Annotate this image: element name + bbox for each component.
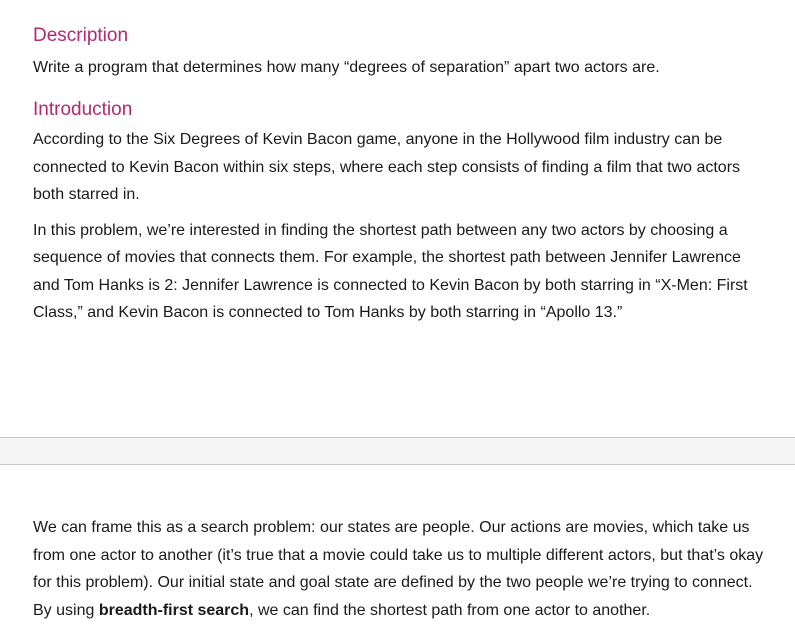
search-text-after: , we can find the shortest path from one actor to another. — [249, 601, 651, 619]
search-bold-term: breadth-first search — [98, 601, 250, 619]
description-text: Write a program that determines how many “degrees of separation” apart two actors are. — [33, 59, 660, 76]
search-section — [33, 514, 765, 624]
introduction-heading: Introduction — [33, 99, 133, 120]
search-text-before: We can frame this as a search problem: our states are people. Our actions are movies, which take us from one actor to another (it’s true that a movie could take us to multiple different actors, but that’s okay for this problem). Our initial state and goal state are defined by the two people we’re trying to connect. By using — [33, 519, 764, 619]
description-section — [33, 24, 765, 82]
page-break — [0, 437, 795, 465]
introduction-paragraph-1: According to the Six Degrees of Kevin Bacon game, anyone in the Hollywood film industry can be connected to Kevin Bacon within six steps, where each step consists of finding a film that two actors both starred in. — [33, 131, 741, 203]
description-heading: Description — [33, 25, 129, 46]
introduction-paragraph-2: In this problem, we’re interested in finding the shortest path between any two actors by choosing a sequence of movies that connects them. For example, the shortest path between Jennifer Lawrence and Tom Hanks is 2: Jennifer Lawrence is connected to Kevin Bacon by both starring in “X-Men: First Class,” and Kevin Bacon is connected to Tom Hanks by both starring in “Apollo 13.” — [33, 221, 748, 321]
search-paragraph — [33, 514, 765, 624]
introduction-section — [33, 98, 765, 327]
